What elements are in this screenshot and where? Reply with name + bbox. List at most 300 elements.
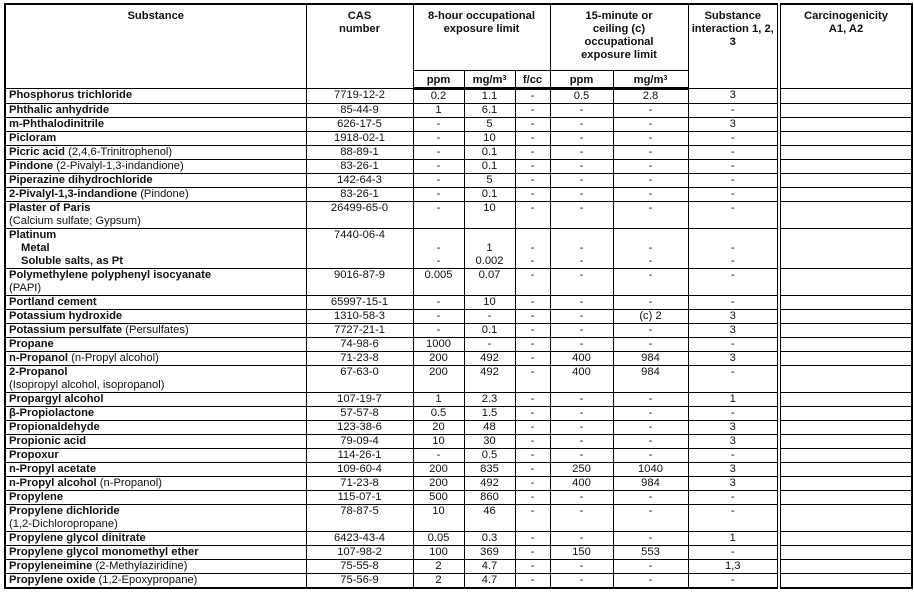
substance-subform: Soluble salts, as Pt xyxy=(21,254,123,267)
mg15-cell: - xyxy=(613,337,688,351)
mg8-cell: 0.1 xyxy=(464,145,515,159)
inter-cell: - xyxy=(688,490,779,504)
cas-cell: 57-57-8 xyxy=(306,406,413,420)
substance-cell xyxy=(5,117,306,131)
substance-cell xyxy=(5,103,306,117)
mg15-cell: - xyxy=(613,131,688,145)
substance-synonym: (1,2-Dichloropropane) xyxy=(9,517,118,530)
ppm15-cell: - xyxy=(550,573,613,588)
mg15-cell: - xyxy=(613,559,688,573)
mg8-cell: 5 xyxy=(464,117,515,131)
ppm15-cell: - xyxy=(550,173,613,187)
carc-cell xyxy=(779,392,912,406)
ppm8-cell: - xyxy=(413,201,464,228)
substance-synonym: (Pindone) xyxy=(140,187,189,200)
fcc-cell: - xyxy=(515,88,550,103)
fcc-cell: - xyxy=(515,476,550,490)
mg8-cell: 492 xyxy=(464,351,515,365)
substance-cell xyxy=(5,351,306,365)
mg15-cell: 984 xyxy=(613,476,688,490)
mg8-cell: 1 0.002 xyxy=(464,228,515,268)
ppm8-cell: - xyxy=(413,159,464,173)
substance-name: Propargyl alcohol xyxy=(9,392,104,405)
mg15-cell: - xyxy=(613,323,688,337)
table-row xyxy=(5,337,912,351)
cas-cell: 75-55-8 xyxy=(306,559,413,573)
table-row xyxy=(5,559,912,573)
carc-cell xyxy=(779,173,912,187)
fcc-cell: - xyxy=(515,295,550,309)
table-row xyxy=(5,323,912,337)
substance-name: Propane xyxy=(9,337,54,350)
substance-synonym: (2-Pivalyl-1,3-indandione) xyxy=(56,159,184,172)
ppm8-cell: 10 xyxy=(413,434,464,448)
mg8-cell: 369 xyxy=(464,545,515,559)
table-row xyxy=(5,573,912,588)
ppm15-cell: - xyxy=(550,159,613,173)
ppm15-cell: - xyxy=(550,323,613,337)
mg8-cell: 10 xyxy=(464,295,515,309)
substance-cell xyxy=(5,145,306,159)
ppm8-cell: 2 xyxy=(413,559,464,573)
fcc-cell: - xyxy=(515,145,550,159)
substance-cell xyxy=(5,228,306,268)
substance-cell xyxy=(5,392,306,406)
substance-name: 2-Propanol xyxy=(9,365,68,378)
ppm15-cell: 150 xyxy=(550,545,613,559)
carc-cell xyxy=(779,88,912,103)
inter-cell: - xyxy=(688,103,779,117)
fcc-cell: - xyxy=(515,323,550,337)
inter-cell: - xyxy=(688,268,779,295)
ppm15-cell: - xyxy=(550,268,613,295)
ppm8-cell: 0.005 xyxy=(413,268,464,295)
fcc-cell: - xyxy=(515,365,550,392)
inter-cell: - xyxy=(688,504,779,531)
ppm8-cell: 200 xyxy=(413,462,464,476)
table-row xyxy=(5,131,912,145)
table-row xyxy=(5,420,912,434)
ppm15-cell: 250 xyxy=(550,462,613,476)
ppm8-cell: 200 xyxy=(413,365,464,392)
ppm8-cell: - xyxy=(413,187,464,201)
substance-cell xyxy=(5,462,306,476)
ppm15-cell: - xyxy=(550,559,613,573)
table-row xyxy=(5,309,912,323)
header-substance: Substance xyxy=(5,4,306,88)
inter-cell: - xyxy=(688,295,779,309)
mg8-cell: 10 xyxy=(464,201,515,228)
cas-cell: 88-89-1 xyxy=(306,145,413,159)
inter-cell: 1,3 xyxy=(688,559,779,573)
fcc-cell: - xyxy=(515,159,550,173)
mg15-cell: - xyxy=(613,187,688,201)
substance-cell xyxy=(5,545,306,559)
ppm15-cell: - xyxy=(550,490,613,504)
cas-cell: 71-23-8 xyxy=(306,476,413,490)
inter-cell: 3 xyxy=(688,420,779,434)
table-row xyxy=(5,462,912,476)
substance-cell xyxy=(5,448,306,462)
ppm15-cell: - xyxy=(550,131,613,145)
mg15-cell: - xyxy=(613,145,688,159)
cas-cell: 75-56-9 xyxy=(306,573,413,588)
ppm15-cell: - xyxy=(550,295,613,309)
cas-cell: 6423-43-4 xyxy=(306,531,413,545)
mg15-cell: - xyxy=(613,268,688,295)
substance-cell xyxy=(5,490,306,504)
substance-name: Polymethylene polyphenyl isocyanate xyxy=(9,268,212,281)
table-row xyxy=(5,268,912,295)
substance-cell xyxy=(5,573,306,588)
mg8-cell: 4.7 xyxy=(464,573,515,588)
table-row xyxy=(5,295,912,309)
substance-cell xyxy=(5,559,306,573)
inter-cell: 3 xyxy=(688,323,779,337)
carc-cell xyxy=(779,448,912,462)
cas-cell: 7727-21-1 xyxy=(306,323,413,337)
substance-synonym: (n-Propanol) xyxy=(99,476,162,489)
mg15-cell: - xyxy=(613,201,688,228)
substance-name: Picloram xyxy=(9,131,57,144)
mg8-cell: 0.3 xyxy=(464,531,515,545)
substance-cell xyxy=(5,201,306,228)
mg15-cell: - xyxy=(613,103,688,117)
cas-cell: 67-63-0 xyxy=(306,365,413,392)
header-substance-interaction: Substance interaction 1, 2, 3 xyxy=(688,4,779,88)
ppm8-cell: 20 xyxy=(413,420,464,434)
inter-cell: 3 xyxy=(688,117,779,131)
exposure-limits-table xyxy=(4,3,913,589)
cas-cell: 85-44-9 xyxy=(306,103,413,117)
substance-name: Propionaldehyde xyxy=(9,420,100,433)
ppm8-cell: 200 xyxy=(413,476,464,490)
carc-cell xyxy=(779,295,912,309)
mg8-cell: 860 xyxy=(464,490,515,504)
cas-cell: 114-26-1 xyxy=(306,448,413,462)
table-row xyxy=(5,159,912,173)
mg8-cell: 835 xyxy=(464,462,515,476)
inter-cell: - xyxy=(688,173,779,187)
substance-cell xyxy=(5,323,306,337)
carc-cell xyxy=(779,420,912,434)
substance-cell xyxy=(5,504,306,531)
mg15-cell: - xyxy=(613,504,688,531)
carc-cell xyxy=(779,323,912,337)
mg8-cell: 492 xyxy=(464,476,515,490)
table-row xyxy=(5,531,912,545)
carc-cell xyxy=(779,545,912,559)
inter-cell: 3 xyxy=(688,476,779,490)
header-15-minute-limit: 15-minute or ceiling (c) occupational exposure limit xyxy=(550,4,688,70)
substance-cell xyxy=(5,131,306,145)
ppm15-cell: - xyxy=(550,309,613,323)
fcc-cell: - xyxy=(515,268,550,295)
header-ppm-8h: ppm xyxy=(413,70,464,88)
ppm8-cell: - xyxy=(413,309,464,323)
substance-subform: Metal xyxy=(21,241,50,254)
ppm8-cell: 0.05 xyxy=(413,531,464,545)
table-row xyxy=(5,103,912,117)
mg15-cell: - xyxy=(613,420,688,434)
fcc-cell: - xyxy=(515,337,550,351)
cas-cell: 1310-58-3 xyxy=(306,309,413,323)
ppm8-cell: - - xyxy=(413,228,464,268)
substance-name: Propylene dichloride xyxy=(9,504,120,517)
mg15-cell: 984 xyxy=(613,365,688,392)
mg8-cell: 492 xyxy=(464,365,515,392)
mg15-cell: - xyxy=(613,434,688,448)
substance-name: n-Propyl alcohol xyxy=(9,476,97,489)
mg15-cell: - xyxy=(613,448,688,462)
header-mg-15m: $mg/m^3$ xyxy=(613,70,688,88)
substance-name: Picric acid xyxy=(9,145,65,158)
carc-cell xyxy=(779,406,912,420)
inter-cell: - xyxy=(688,365,779,392)
mg8-cell: 4.7 xyxy=(464,559,515,573)
substance-name: n-Propyl acetate xyxy=(9,462,97,475)
ppm8-cell: 100 xyxy=(413,545,464,559)
table-row xyxy=(5,406,912,420)
fcc-cell: - xyxy=(515,490,550,504)
ppm8-cell: - xyxy=(413,145,464,159)
mg8-cell: 0.5 xyxy=(464,448,515,462)
mg8-cell: 30 xyxy=(464,434,515,448)
substance-name: Platinum xyxy=(9,228,57,241)
ppm15-cell: - xyxy=(550,448,613,462)
carc-cell xyxy=(779,103,912,117)
table-row xyxy=(5,545,912,559)
fcc-cell: - - xyxy=(515,228,550,268)
cas-cell: 83-26-1 xyxy=(306,187,413,201)
ppm8-cell: - xyxy=(413,448,464,462)
ppm15-cell: - xyxy=(550,117,613,131)
carc-cell xyxy=(779,531,912,545)
substance-cell xyxy=(5,434,306,448)
inter-cell: 1 xyxy=(688,392,779,406)
ppm15-cell: - xyxy=(550,392,613,406)
fcc-cell: - xyxy=(515,531,550,545)
carc-cell xyxy=(779,117,912,131)
carc-cell xyxy=(779,490,912,504)
substance-synonym: (PAPI) xyxy=(9,281,42,294)
ppm8-cell: 10 xyxy=(413,504,464,531)
ppm8-cell: - xyxy=(413,117,464,131)
mg15-cell: 1040 xyxy=(613,462,688,476)
table-row xyxy=(5,187,912,201)
cas-cell: 123-38-6 xyxy=(306,420,413,434)
ppm8-cell: - xyxy=(413,295,464,309)
substance-synonym: (2,4,6-Trinitrophenol) xyxy=(68,145,173,158)
ppm8-cell: 500 xyxy=(413,490,464,504)
substance-name: Propylene oxide xyxy=(9,573,96,586)
ppm15-cell: 400 xyxy=(550,476,613,490)
substance-cell xyxy=(5,309,306,323)
inter-cell: 3 xyxy=(688,88,779,103)
mg15-cell: (c) 2 xyxy=(613,309,688,323)
carc-cell xyxy=(779,268,912,295)
carc-cell xyxy=(779,145,912,159)
mg8-cell: 0.1 xyxy=(464,187,515,201)
table-row-platinum xyxy=(5,228,912,268)
cas-cell: 78-87-5 xyxy=(306,504,413,531)
substance-name: Potassium persulfate xyxy=(9,323,123,336)
mg8-cell: - xyxy=(464,337,515,351)
table-row xyxy=(5,201,912,228)
fcc-cell: - xyxy=(515,448,550,462)
mg15-cell: 2.8 xyxy=(613,88,688,103)
mg8-cell: - xyxy=(464,309,515,323)
ppm15-cell: - xyxy=(550,145,613,159)
mg8-cell: 6.1 xyxy=(464,103,515,117)
cas-cell: 74-98-6 xyxy=(306,337,413,351)
mg8-cell: 0.07 xyxy=(464,268,515,295)
mg8-cell: 1.5 xyxy=(464,406,515,420)
header-cas-number: CAS number xyxy=(306,4,413,88)
cas-cell: 7719-12-2 xyxy=(306,88,413,103)
inter-cell: 3 xyxy=(688,351,779,365)
ppm15-cell: - - xyxy=(550,228,613,268)
cas-cell: 79-09-4 xyxy=(306,434,413,448)
carc-cell xyxy=(779,476,912,490)
substance-cell xyxy=(5,420,306,434)
fcc-cell: - xyxy=(515,573,550,588)
substance-cell xyxy=(5,187,306,201)
substance-synonym: (Calcium sulfate; Gypsum) xyxy=(9,214,141,227)
ppm15-cell: 400 xyxy=(550,365,613,392)
substance-name: 2-Pivalyl-1,3-indandione xyxy=(9,187,138,200)
substance-cell xyxy=(5,406,306,420)
substance-synonym: (2-Methylaziridine) xyxy=(95,559,188,572)
ppm15-cell: - xyxy=(550,406,613,420)
table-row xyxy=(5,434,912,448)
fcc-cell: - xyxy=(515,434,550,448)
mg15-cell: 553 xyxy=(613,545,688,559)
header-fcc: f/cc xyxy=(515,70,550,88)
ppm15-cell: - xyxy=(550,504,613,531)
header-8-hour-limit: 8-hour occupational exposure limit xyxy=(413,4,550,70)
substance-name: m-Phthalodinitrile xyxy=(9,117,105,130)
fcc-cell: - xyxy=(515,131,550,145)
substance-name: Propyleneimine xyxy=(9,559,93,572)
cas-cell: 65997-15-1 xyxy=(306,295,413,309)
inter-cell: 3 xyxy=(688,309,779,323)
carc-cell xyxy=(779,187,912,201)
inter-cell: - xyxy=(688,131,779,145)
carc-cell xyxy=(779,351,912,365)
cas-cell: 1918-02-1 xyxy=(306,131,413,145)
mg15-cell: - xyxy=(613,159,688,173)
fcc-cell: - xyxy=(515,420,550,434)
substance-cell xyxy=(5,295,306,309)
substance-name: Propoxur xyxy=(9,448,59,461)
fcc-cell: - xyxy=(515,392,550,406)
mg15-cell: - xyxy=(613,117,688,131)
substance-cell xyxy=(5,476,306,490)
carc-cell xyxy=(779,337,912,351)
cas-cell: 71-23-8 xyxy=(306,351,413,365)
table-row xyxy=(5,392,912,406)
mg15-cell: - xyxy=(613,573,688,588)
fcc-cell: - xyxy=(515,406,550,420)
substance-name: Plaster of Paris xyxy=(9,201,91,214)
ppm15-cell: - xyxy=(550,434,613,448)
inter-cell: - xyxy=(688,187,779,201)
mg15-cell: - xyxy=(613,406,688,420)
substance-name: Propylene glycol dinitrate xyxy=(9,531,146,544)
mg8-cell: 0.1 xyxy=(464,159,515,173)
substance-name: Phthalic anhydride xyxy=(9,103,110,116)
mg15-cell: - - xyxy=(613,228,688,268)
mg15-cell: - xyxy=(613,295,688,309)
header-ppm-15m: ppm xyxy=(550,70,613,88)
cas-cell: 7440-06-4 xyxy=(306,228,413,268)
carc-cell xyxy=(779,504,912,531)
carc-cell xyxy=(779,309,912,323)
carc-cell xyxy=(779,159,912,173)
table-row xyxy=(5,476,912,490)
inter-cell: - xyxy=(688,448,779,462)
substance-cell xyxy=(5,365,306,392)
ppm8-cell: 1000 xyxy=(413,337,464,351)
ppm8-cell: - xyxy=(413,173,464,187)
substance-cell xyxy=(5,268,306,295)
inter-cell: - xyxy=(688,201,779,228)
ppm15-cell: - xyxy=(550,187,613,201)
carc-cell xyxy=(779,365,912,392)
cas-cell: 626-17-5 xyxy=(306,117,413,131)
ppm8-cell: 1 xyxy=(413,392,464,406)
inter-cell: - xyxy=(688,337,779,351)
mg15-cell: 984 xyxy=(613,351,688,365)
substance-synonym: (1,2-Epoxypropane) xyxy=(98,573,198,586)
mg8-cell: 0.1 xyxy=(464,323,515,337)
substance-synonym: (n-Propyl alcohol) xyxy=(71,351,159,364)
mg8-cell: 48 xyxy=(464,420,515,434)
cas-cell: 107-19-7 xyxy=(306,392,413,406)
ppm15-cell: - xyxy=(550,201,613,228)
carc-cell xyxy=(779,434,912,448)
carc-cell xyxy=(779,462,912,476)
fcc-cell: - xyxy=(515,117,550,131)
inter-cell: 3 xyxy=(688,462,779,476)
fcc-cell: - xyxy=(515,504,550,531)
cas-cell: 115-07-1 xyxy=(306,490,413,504)
fcc-cell: - xyxy=(515,173,550,187)
cas-cell: 9016-87-9 xyxy=(306,268,413,295)
fcc-cell: - xyxy=(515,559,550,573)
header-carcinogenicity: Carcinogenicity A1, A2 xyxy=(779,4,912,88)
fcc-cell: - xyxy=(515,351,550,365)
carc-cell xyxy=(779,131,912,145)
ppm8-cell: 200 xyxy=(413,351,464,365)
substance-cell xyxy=(5,337,306,351)
ppm8-cell: 2 xyxy=(413,573,464,588)
mg15-cell: - xyxy=(613,531,688,545)
table-row xyxy=(5,145,912,159)
substance-synonym: (Persulfates) xyxy=(125,323,189,336)
table-row xyxy=(5,117,912,131)
inter-cell: - xyxy=(688,159,779,173)
inter-cell: - - xyxy=(688,228,779,268)
fcc-cell: - xyxy=(515,545,550,559)
fcc-cell: - xyxy=(515,462,550,476)
ppm8-cell: 1 xyxy=(413,103,464,117)
table-row xyxy=(5,365,912,392)
ppm15-cell: 0.5 xyxy=(550,88,613,103)
fcc-cell: - xyxy=(515,201,550,228)
substance-name: Propionic acid xyxy=(9,434,87,447)
